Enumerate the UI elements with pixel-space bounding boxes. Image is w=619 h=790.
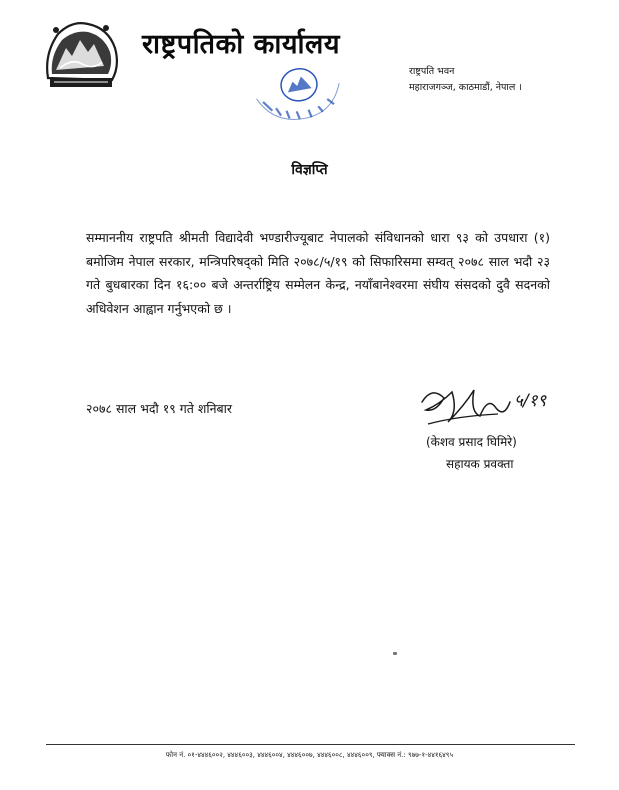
address-line-2: महाराजगञ्ज, काठमाडौं, नेपाल ।: [409, 82, 522, 93]
handwritten-signature: [418, 382, 554, 432]
office-stamp: [250, 57, 346, 127]
signer-name: (केशव प्रसाद घिमिरे): [426, 435, 517, 449]
scan-speck: [393, 652, 397, 655]
nepal-emblem-logo: [42, 18, 120, 90]
svg-text:५/१९: ५/१९: [514, 391, 547, 411]
office-title: राष्ट्रपतिको कार्यालय: [142, 29, 340, 60]
notice-heading: विज्ञप्ति: [291, 162, 328, 178]
address-line-1: राष्ट्रपति भवन: [409, 66, 455, 77]
footer-contact: फोन नं. ०१-४४४६००२, ४४४६००३, ४४४६००४, ४४४६००७, ४४४६००८, ४४४६००९, फ्याक्स नं.: ९७७-१-४४१६४९५: [165, 751, 454, 759]
notice-date: २०७८ साल भदौ १९ गते शनिबार: [86, 401, 233, 416]
notice-body: सम्माननीय राष्ट्रपति श्रीमती विद्यादेवी भण्डारीज्यूबाट नेपालको संविधानको धारा ९३ को उपधारा (१) बमोजिम नेपाल सरकार, मन्त्रिपरिषद्को मिति २०७८/५/१९ को सिफारिसमा सम्वत् २०७८ साल भदौ २३ गते बुधबारका दिन १६:०० बजे अन्तर्राष्ट्रिय सम्मेलन केन्द्र, नयाँबानेश्वरमा संघीय संसदको दुवै सदनको अधिवेशन आह्वान गर्नुभएको छ ।: [86, 230, 550, 316]
signer-title: सहायक प्रवक्ता: [446, 457, 514, 471]
footer-divider: [46, 744, 575, 745]
